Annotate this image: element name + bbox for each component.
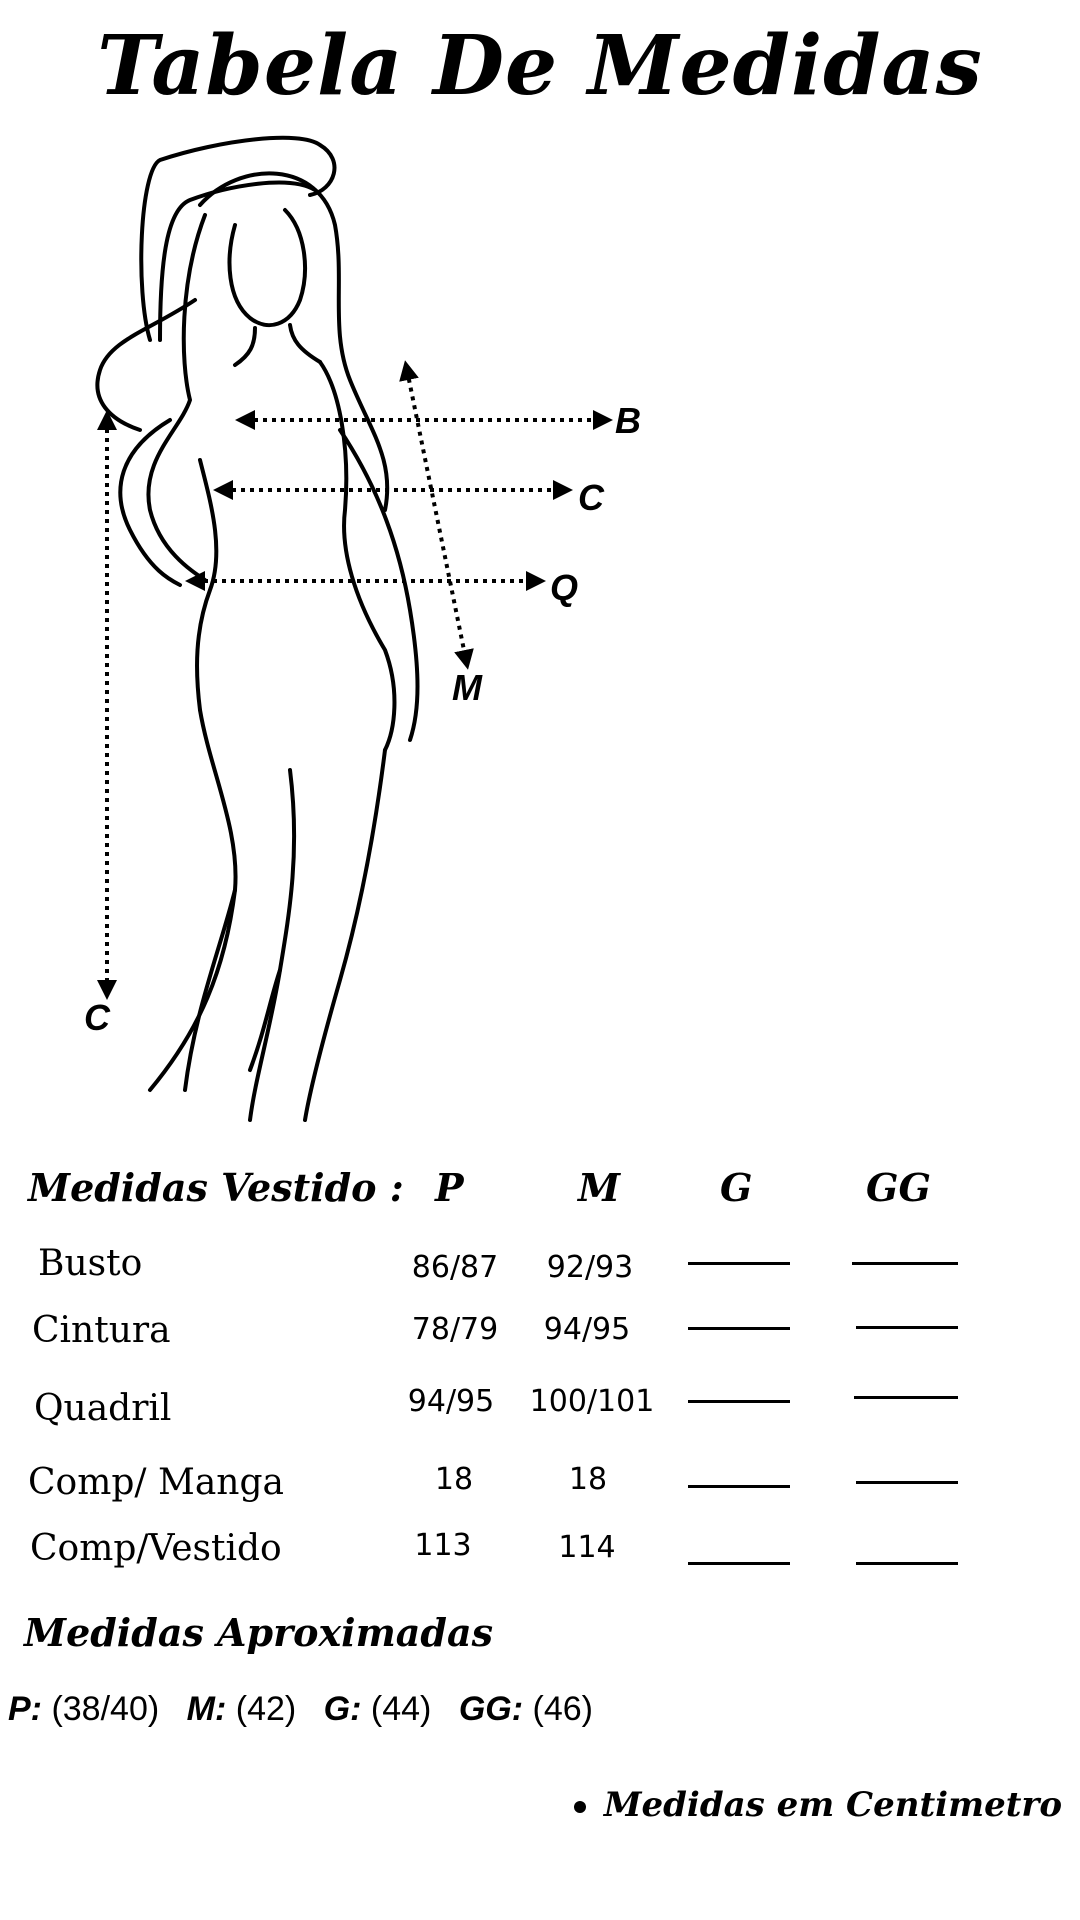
label-sleeve: M: [452, 667, 482, 708]
row-label-busto: Busto: [38, 1243, 143, 1284]
cell-vestido-gg-empty: [856, 1562, 958, 1565]
label-hip: Q: [550, 567, 579, 608]
cell-busto-m: 92/93: [546, 1250, 634, 1285]
cell-busto-g-empty: [688, 1262, 790, 1265]
approx-item-m: M: (42): [186, 1690, 297, 1728]
units-note: Medidas em Centimetro: [574, 1785, 1062, 1825]
size-header-m: M: [578, 1165, 621, 1210]
page-title: Tabela De Medidas: [97, 18, 983, 114]
cell-quadril-p: 94/95: [407, 1384, 495, 1419]
row-label-comp-manga: Comp/ Manga: [28, 1462, 284, 1503]
row-label-comp-vestido: Comp/Vestido: [30, 1528, 282, 1569]
cell-manga-m: 18: [568, 1462, 608, 1497]
row-label-cintura: Cintura: [32, 1310, 171, 1351]
approx-item-p: P: (38/40): [8, 1690, 160, 1728]
cell-busto-p: 86/87: [411, 1250, 499, 1285]
measurement-arrows: [107, 370, 603, 990]
size-header-p: P: [435, 1165, 464, 1210]
cell-quadril-gg-empty: [854, 1396, 958, 1399]
cell-busto-gg-empty: [852, 1262, 958, 1265]
cell-cintura-p: 78/79: [411, 1312, 499, 1347]
size-header-g: G: [720, 1165, 753, 1210]
cell-vestido-g-empty: [688, 1562, 790, 1565]
cell-manga-gg-empty: [856, 1481, 958, 1484]
body-measurement-diagram: [0, 130, 1080, 1130]
cell-vestido-m: 114: [558, 1530, 616, 1565]
cell-quadril-m: 100/101: [529, 1384, 655, 1419]
row-label-quadril: Quadril: [34, 1388, 172, 1429]
label-waist: C: [578, 477, 604, 518]
approx-title: Medidas Aproximadas: [24, 1610, 493, 1655]
approx-item-g: G: (44): [323, 1690, 432, 1728]
sleeve-arrow: [407, 370, 466, 660]
cell-manga-g-empty: [688, 1485, 790, 1488]
cell-cintura-gg-empty: [856, 1326, 958, 1329]
label-bust: B: [615, 400, 641, 441]
bullet-icon: [574, 1801, 586, 1813]
cell-cintura-m: 94/95: [543, 1312, 631, 1347]
label-length: C: [84, 997, 110, 1038]
approx-sizes: [8, 1690, 611, 1729]
cell-vestido-p: 113: [414, 1528, 472, 1563]
approx-item-gg: GG: (46): [458, 1690, 593, 1728]
size-header-gg: GG: [866, 1165, 931, 1210]
cell-quadril-g-empty: [688, 1400, 790, 1403]
cell-manga-p: 18: [434, 1462, 474, 1497]
cell-cintura-g-empty: [688, 1327, 790, 1330]
table-header-label: Medidas Vestido :: [28, 1165, 404, 1210]
woman-silhouette: [97, 138, 417, 1120]
